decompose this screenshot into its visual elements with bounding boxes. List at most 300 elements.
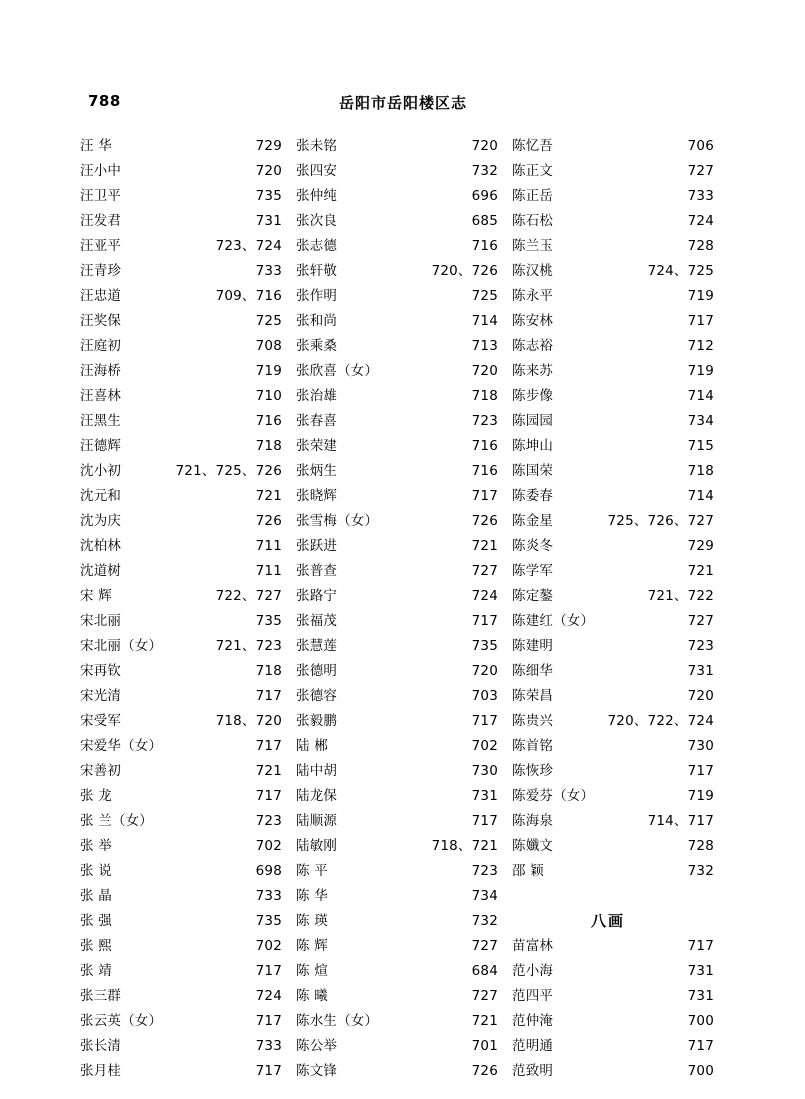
entry-pages: 735 — [255, 913, 282, 929]
entry-pages: 712 — [687, 338, 714, 354]
entry-name: 张毅鹏 — [296, 713, 338, 729]
entry-name: 沈柏林 — [80, 538, 122, 554]
entry-name: 张 说 — [80, 863, 112, 879]
entry-name: 张次良 — [296, 213, 338, 229]
index-entry — [78, 509, 294, 534]
entry-name: 陈首铭 — [512, 738, 554, 754]
entry-pages: 711 — [255, 563, 282, 579]
entry-pages: 716 — [471, 238, 498, 254]
entry-name: 张慧莲 — [296, 638, 338, 654]
entry-name: 汪忠道 — [80, 288, 122, 304]
index-entry — [510, 709, 726, 734]
index-entry — [294, 334, 510, 359]
index-entry — [78, 609, 294, 634]
entry-name: 宋再钦 — [80, 663, 122, 679]
entry-pages: 710 — [255, 388, 282, 404]
entry-pages: 702 — [255, 938, 282, 954]
entry-name: 张三群 — [80, 988, 122, 1004]
index-entry — [510, 309, 726, 334]
entry-name: 陈爱芬（女） — [512, 788, 595, 804]
index-entry — [78, 484, 294, 509]
entry-name: 汪发君 — [80, 213, 122, 229]
index-entry — [510, 409, 726, 434]
entry-name: 陈委春 — [512, 488, 554, 504]
entry-name: 张治雄 — [296, 388, 338, 404]
entry-name: 汪青珍 — [80, 263, 122, 279]
entry-pages: 727 — [687, 163, 714, 179]
entry-pages: 721 — [471, 538, 498, 554]
entry-name: 苗富林 — [512, 938, 554, 954]
index-entry — [78, 1034, 294, 1059]
entry-name: 陈兰玉 — [512, 238, 554, 254]
entry-pages: 717 — [255, 963, 282, 979]
page-number: 788 — [88, 92, 121, 110]
index-entry — [510, 609, 726, 634]
entry-pages: 717 — [255, 788, 282, 804]
entry-pages: 726 — [255, 513, 282, 529]
index-entry — [78, 159, 294, 184]
entry-name: 张 晶 — [80, 888, 112, 904]
entry-pages: 718 — [255, 438, 282, 454]
entry-name: 张跃进 — [296, 538, 338, 554]
entry-pages: 715 — [687, 438, 714, 454]
entry-name: 陈建明 — [512, 638, 554, 654]
entry-pages: 719 — [687, 288, 714, 304]
entry-name: 张福茂 — [296, 613, 338, 629]
index-entry — [510, 434, 726, 459]
entry-pages: 725 — [255, 313, 282, 329]
index-entry — [294, 509, 510, 534]
index-entry — [294, 559, 510, 584]
index-column-1 — [78, 134, 294, 1084]
index-entry — [510, 534, 726, 559]
entry-pages: 735 — [471, 638, 498, 654]
entry-name: 张德容 — [296, 688, 338, 704]
entry-pages: 723 — [471, 413, 498, 429]
index-entry — [294, 484, 510, 509]
entry-name: 范小海 — [512, 963, 554, 979]
entry-name: 张春喜 — [296, 413, 338, 429]
index-entry — [294, 984, 510, 1009]
index-entry — [78, 434, 294, 459]
index-entry — [294, 409, 510, 434]
entry-name: 陈金星 — [512, 513, 554, 529]
entry-name: 张长清 — [80, 1038, 122, 1054]
entry-pages: 717 — [471, 613, 498, 629]
entry-pages: 721 — [687, 563, 714, 579]
index-entry — [78, 859, 294, 884]
entry-pages: 713 — [471, 338, 498, 354]
entry-name: 张荣建 — [296, 438, 338, 454]
entry-name: 陈孅文 — [512, 838, 554, 854]
entry-name: 陈永平 — [512, 288, 554, 304]
entry-pages: 723 — [471, 863, 498, 879]
index-entry — [78, 409, 294, 434]
index-entry — [78, 884, 294, 909]
index-entry — [510, 484, 726, 509]
index-entry — [510, 334, 726, 359]
entry-pages: 717 — [255, 1063, 282, 1079]
index-entry — [510, 734, 726, 759]
entry-pages: 717 — [687, 763, 714, 779]
entry-pages: 731 — [687, 963, 714, 979]
entry-name: 汪黑生 — [80, 413, 122, 429]
entry-pages: 711 — [255, 538, 282, 554]
entry-pages: 718 — [471, 388, 498, 404]
entry-pages: 709、716 — [215, 288, 282, 304]
entry-pages: 684 — [471, 963, 498, 979]
entry-pages: 719 — [687, 363, 714, 379]
entry-pages: 734 — [687, 413, 714, 429]
entry-pages: 717 — [255, 738, 282, 754]
entry-name: 汪德辉 — [80, 438, 122, 454]
entry-name: 陆顺源 — [296, 813, 338, 829]
entry-name: 张 龙 — [80, 788, 112, 804]
index-entry — [294, 634, 510, 659]
entry-pages: 720、722、724 — [607, 713, 714, 729]
entry-name: 陈 平 — [296, 863, 328, 879]
index-entry — [294, 284, 510, 309]
entry-pages: 717 — [471, 713, 498, 729]
entry-name: 沈为庆 — [80, 513, 122, 529]
entry-pages: 727 — [471, 938, 498, 954]
index-entry — [294, 184, 510, 209]
entry-pages: 733 — [255, 1038, 282, 1054]
entry-name: 陈荣昌 — [512, 688, 554, 704]
entry-name: 宋北丽（女） — [80, 638, 163, 654]
entry-pages: 730 — [471, 763, 498, 779]
entry-pages: 716 — [471, 463, 498, 479]
index-entry — [294, 209, 510, 234]
entry-pages: 731 — [255, 213, 282, 229]
entry-name: 陈文锋 — [296, 1063, 338, 1079]
entry-name: 陈 煊 — [296, 963, 328, 979]
entry-name: 沈元和 — [80, 488, 122, 504]
index-entry — [510, 809, 726, 834]
entry-pages: 732 — [687, 863, 714, 879]
index-entry — [78, 684, 294, 709]
index-entry — [294, 159, 510, 184]
entry-pages: 729 — [687, 538, 714, 554]
entry-name: 陈园园 — [512, 413, 554, 429]
entry-name: 宋 辉 — [80, 588, 112, 604]
entry-name: 张 靖 — [80, 963, 112, 979]
entry-name: 张四安 — [296, 163, 338, 179]
spacer-row — [510, 884, 726, 909]
entry-pages: 719 — [687, 788, 714, 804]
entry-pages: 733 — [687, 188, 714, 204]
index-entry — [78, 534, 294, 559]
index-entry — [78, 634, 294, 659]
entry-name: 沈小初 — [80, 463, 122, 479]
index-entry — [510, 634, 726, 659]
entry-pages: 725 — [471, 288, 498, 304]
entry-pages: 714 — [471, 313, 498, 329]
entry-pages: 721 — [255, 763, 282, 779]
index-body — [78, 134, 728, 1084]
entry-name: 汪庭初 — [80, 338, 122, 354]
entry-name: 陈国荣 — [512, 463, 554, 479]
entry-pages: 720、726 — [431, 263, 498, 279]
entry-name: 陈坤山 — [512, 438, 554, 454]
entry-name: 陆龙保 — [296, 788, 338, 804]
entry-name: 陈学军 — [512, 563, 554, 579]
index-entry — [294, 459, 510, 484]
entry-pages: 728 — [687, 238, 714, 254]
index-entry — [294, 709, 510, 734]
index-entry — [294, 309, 510, 334]
index-entry — [78, 284, 294, 309]
entry-name: 张云英（女） — [80, 1013, 163, 1029]
entry-pages: 726 — [471, 1063, 498, 1079]
entry-pages: 716 — [471, 438, 498, 454]
entry-pages: 729 — [255, 138, 282, 154]
index-entry — [294, 259, 510, 284]
entry-name: 张晓辉 — [296, 488, 338, 504]
index-entry — [78, 134, 294, 159]
entry-name: 张雪梅（女） — [296, 513, 379, 529]
entry-name: 张路宁 — [296, 588, 338, 604]
index-entry — [294, 584, 510, 609]
entry-pages: 727 — [471, 988, 498, 1004]
index-entry — [510, 959, 726, 984]
entry-pages: 702 — [471, 738, 498, 754]
index-entry — [510, 584, 726, 609]
index-entry — [294, 959, 510, 984]
index-entry — [294, 534, 510, 559]
index-entry — [294, 234, 510, 259]
index-entry — [78, 909, 294, 934]
running-title: 岳阳市岳阳楼区志 — [338, 94, 467, 112]
entry-pages: 717 — [255, 688, 282, 704]
entry-pages: 718、721 — [431, 838, 498, 854]
entry-pages: 717 — [471, 813, 498, 829]
entry-pages: 706 — [687, 138, 714, 154]
entry-name: 张乘桑 — [296, 338, 338, 354]
index-entry — [510, 209, 726, 234]
index-entry — [510, 1034, 726, 1059]
entry-pages: 724 — [687, 213, 714, 229]
entry-pages: 717 — [255, 1013, 282, 1029]
entry-name: 汪喜林 — [80, 388, 122, 404]
entry-name: 陈石松 — [512, 213, 554, 229]
entry-name: 陈 瑛 — [296, 913, 328, 929]
entry-pages: 703 — [471, 688, 498, 704]
entry-pages: 733 — [255, 263, 282, 279]
entry-pages: 731 — [687, 663, 714, 679]
entry-name: 沈道树 — [80, 563, 122, 579]
entry-name: 陈贵兴 — [512, 713, 554, 729]
index-entry — [78, 209, 294, 234]
index-entry — [78, 934, 294, 959]
entry-name: 陈志裕 — [512, 338, 554, 354]
index-entry — [294, 434, 510, 459]
entry-pages: 717 — [471, 488, 498, 504]
index-entry — [78, 809, 294, 834]
index-entry — [78, 984, 294, 1009]
entry-pages: 735 — [255, 613, 282, 629]
entry-name: 陈定鏊 — [512, 588, 554, 604]
index-entry — [78, 759, 294, 784]
index-entry — [78, 234, 294, 259]
entry-name: 范四平 — [512, 988, 554, 1004]
entry-name: 陈细华 — [512, 663, 554, 679]
entry-pages: 700 — [687, 1063, 714, 1079]
entry-pages: 685 — [471, 213, 498, 229]
index-entry — [78, 334, 294, 359]
entry-pages: 721、723 — [215, 638, 282, 654]
entry-name: 张 强 — [80, 913, 112, 929]
entry-pages: 714 — [687, 388, 714, 404]
entry-name: 张 举 — [80, 838, 112, 854]
entry-name: 范仲淹 — [512, 1013, 554, 1029]
entry-name: 汪奖保 — [80, 313, 122, 329]
index-column-2 — [294, 134, 510, 1084]
entry-pages: 732 — [471, 913, 498, 929]
index-entry — [78, 584, 294, 609]
entry-pages: 716 — [255, 413, 282, 429]
entry-name: 张轩敬 — [296, 263, 338, 279]
entry-name: 张德明 — [296, 663, 338, 679]
entry-pages: 721、725、726 — [175, 463, 282, 479]
entry-pages: 726 — [471, 513, 498, 529]
entry-pages: 718 — [255, 663, 282, 679]
entry-pages: 724、725 — [647, 263, 714, 279]
index-entry — [294, 909, 510, 934]
entry-name: 陈 华 — [296, 888, 328, 904]
entry-name: 陈正文 — [512, 163, 554, 179]
entry-pages: 714 — [687, 488, 714, 504]
index-entry — [78, 259, 294, 284]
entry-pages: 721 — [471, 1013, 498, 1029]
index-entry — [78, 1059, 294, 1084]
entry-pages: 720 — [471, 663, 498, 679]
entry-pages: 708 — [255, 338, 282, 354]
index-entry — [78, 784, 294, 809]
entry-pages: 724 — [471, 588, 498, 604]
entry-name: 张仲纯 — [296, 188, 338, 204]
entry-pages: 727 — [687, 613, 714, 629]
entry-name: 陈水生（女） — [296, 1013, 379, 1029]
index-entry — [294, 784, 510, 809]
index-entry — [294, 659, 510, 684]
entry-pages: 720 — [687, 688, 714, 704]
index-entry — [294, 884, 510, 909]
entry-name: 陈正岳 — [512, 188, 554, 204]
entry-name: 张 熙 — [80, 938, 112, 954]
entry-pages: 733 — [255, 888, 282, 904]
index-entry — [510, 259, 726, 284]
entry-name: 陈汉桃 — [512, 263, 554, 279]
entry-pages: 723 — [687, 638, 714, 654]
entry-pages: 698 — [255, 863, 282, 879]
entry-pages: 696 — [471, 188, 498, 204]
index-entry — [294, 734, 510, 759]
entry-pages: 701 — [471, 1038, 498, 1054]
entry-pages: 720 — [471, 138, 498, 154]
index-entry — [510, 1009, 726, 1034]
entry-name: 陈恢珍 — [512, 763, 554, 779]
index-entry — [78, 959, 294, 984]
entry-pages: 723、724 — [215, 238, 282, 254]
index-entry — [294, 759, 510, 784]
entry-name: 陈公举 — [296, 1038, 338, 1054]
entry-pages: 724 — [255, 988, 282, 1004]
entry-name: 范致明 — [512, 1063, 554, 1079]
index-entry — [78, 359, 294, 384]
index-entry — [294, 1034, 510, 1059]
entry-name: 邵 颖 — [512, 863, 544, 879]
entry-name: 宋善初 — [80, 763, 122, 779]
entry-name: 陈忆吾 — [512, 138, 554, 154]
index-entry — [510, 559, 726, 584]
index-entry — [78, 459, 294, 484]
entry-name: 宋光清 — [80, 688, 122, 704]
index-entry — [510, 834, 726, 859]
index-entry — [294, 134, 510, 159]
index-entry — [78, 1009, 294, 1034]
index-entry — [78, 659, 294, 684]
entry-name: 汪卫平 — [80, 188, 122, 204]
index-entry — [510, 359, 726, 384]
entry-pages: 720 — [471, 363, 498, 379]
entry-name: 张 兰（女） — [80, 813, 153, 829]
entry-name: 陆 郴 — [296, 738, 328, 754]
entry-name: 张和尚 — [296, 313, 338, 329]
index-entry — [510, 1059, 726, 1084]
entry-pages: 717 — [687, 1038, 714, 1054]
entry-pages: 730 — [687, 738, 714, 754]
index-entry — [78, 184, 294, 209]
index-entry — [510, 934, 726, 959]
entry-name: 范明通 — [512, 1038, 554, 1054]
entry-name: 张志德 — [296, 238, 338, 254]
index-entry — [510, 134, 726, 159]
index-entry — [294, 834, 510, 859]
entry-name: 陈炎冬 — [512, 538, 554, 554]
entry-name: 张普查 — [296, 563, 338, 579]
entry-pages: 732 — [471, 163, 498, 179]
entry-name: 汪小中 — [80, 163, 122, 179]
index-entry — [510, 459, 726, 484]
entry-pages: 719 — [255, 363, 282, 379]
index-columns — [78, 134, 728, 1084]
entry-pages: 723 — [255, 813, 282, 829]
entry-name: 汪海桥 — [80, 363, 122, 379]
entry-pages: 731 — [687, 988, 714, 1004]
index-entry — [294, 609, 510, 634]
entry-name: 陆中胡 — [296, 763, 338, 779]
entry-name: 张炳生 — [296, 463, 338, 479]
entry-pages: 734 — [471, 888, 498, 904]
entry-pages: 735 — [255, 188, 282, 204]
entry-name: 陈步像 — [512, 388, 554, 404]
entry-name: 宋北丽 — [80, 613, 122, 629]
index-entry — [78, 834, 294, 859]
entry-name: 张未铭 — [296, 138, 338, 154]
index-entry — [78, 309, 294, 334]
entry-name: 陈安林 — [512, 313, 554, 329]
entry-pages: 727 — [471, 563, 498, 579]
entry-name: 汪 华 — [80, 138, 112, 154]
entry-pages: 731 — [471, 788, 498, 804]
entry-pages: 725、726、727 — [607, 513, 714, 529]
index-entry — [294, 934, 510, 959]
entry-pages: 720 — [255, 163, 282, 179]
index-entry — [78, 734, 294, 759]
entry-pages: 721、722 — [647, 588, 714, 604]
entry-name: 陆敏刚 — [296, 838, 338, 854]
